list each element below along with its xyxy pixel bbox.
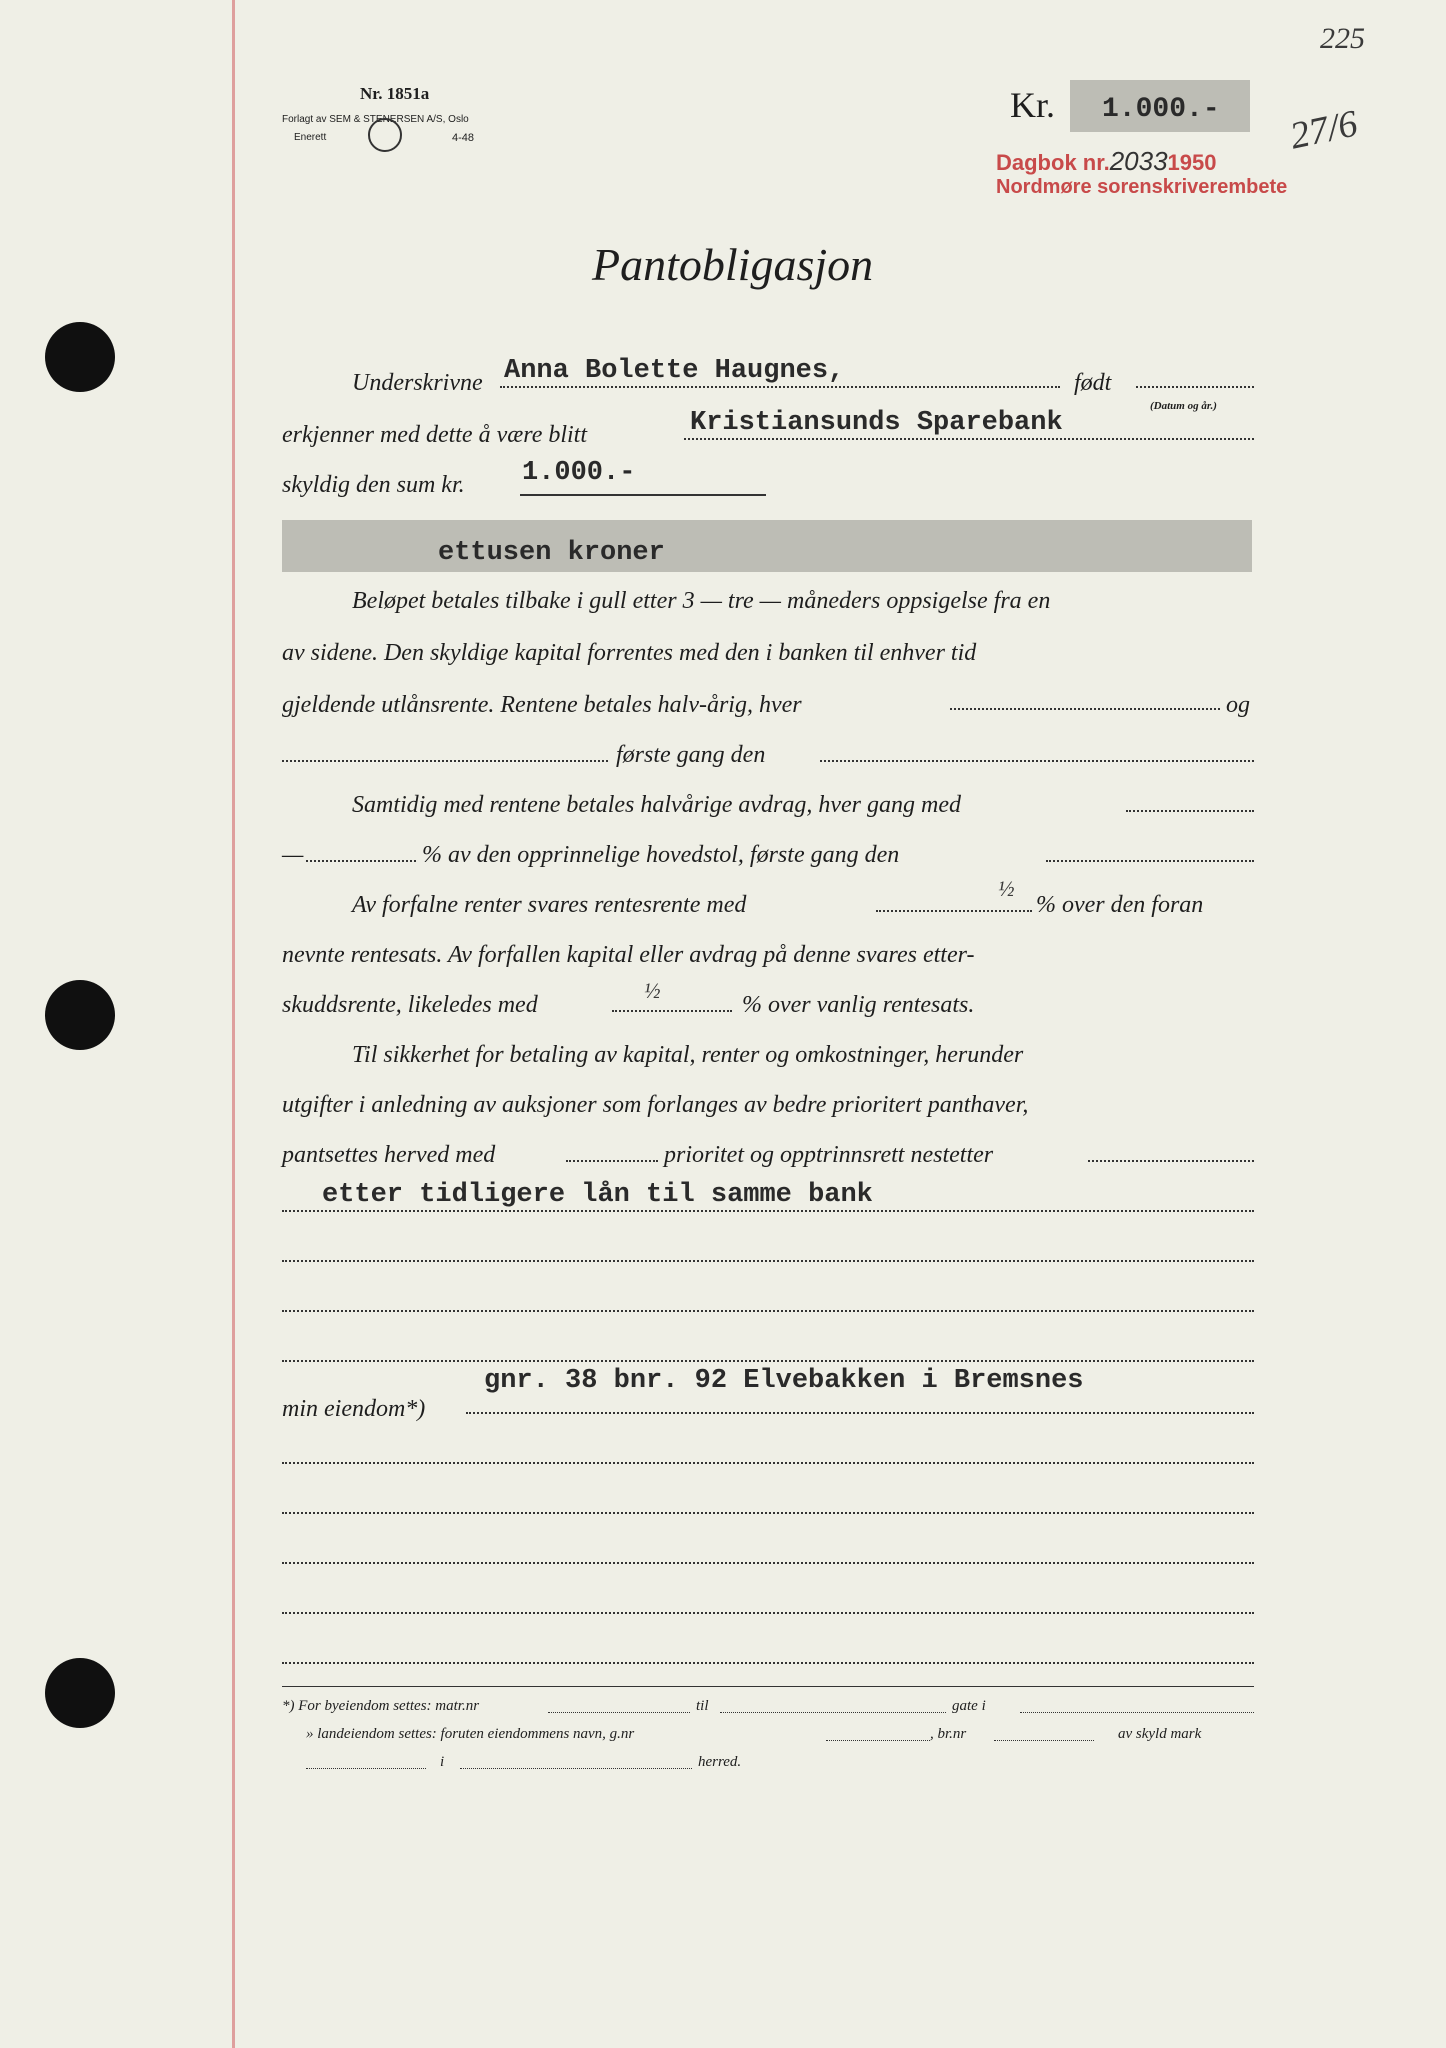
dotted-line [994, 1740, 1094, 1741]
text-line: Beløpet betales tilbake i gull etter 3 — tre — måneders oppsigelse fra en [352, 588, 1051, 614]
dotted-line [282, 1260, 1254, 1262]
sum-words-band [282, 520, 1252, 572]
dotted-line [500, 386, 1060, 388]
dotted-line [950, 708, 1220, 710]
undersigned-value: Anna Bolette Haugnes, [504, 356, 845, 386]
amount-label: Kr. [1010, 85, 1055, 125]
dotted-line [282, 1462, 1254, 1464]
stamp-line1 [996, 146, 1216, 177]
dotted-line [820, 760, 1254, 762]
text-line: og [1226, 692, 1250, 718]
dotted-line [826, 1740, 930, 1741]
publisher-logo-icon [368, 118, 402, 152]
dotted-line [282, 1512, 1254, 1514]
text-line: første gang den [616, 742, 766, 768]
solid-line [520, 494, 766, 496]
footnote-line: herred. [698, 1754, 742, 1770]
page-number: 225 [1320, 22, 1365, 55]
document-title: Pantobligasjon [592, 239, 874, 290]
default-rate-value: ½ [644, 978, 661, 1003]
dotted-line [1088, 1160, 1254, 1162]
born-note: (Datum og år.) [1150, 400, 1217, 412]
dotted-line [1136, 386, 1254, 388]
dotted-line [282, 1562, 1254, 1564]
dotted-line [282, 1662, 1254, 1664]
dotted-line [720, 1712, 946, 1713]
footnote-line: , br.nr [930, 1726, 967, 1742]
footnote-line: gate i [952, 1698, 986, 1714]
punch-hole [45, 322, 115, 392]
text-line: — [282, 842, 304, 868]
text-line: utgifter i anledning av auksjoner som forlanges av bedre prioritert panthaver, [282, 1092, 1029, 1118]
dotted-line [1020, 1712, 1254, 1713]
sum-value: 1.000.- [522, 458, 636, 488]
dotted-line [466, 1412, 1254, 1414]
publisher-rights: Enerett [294, 132, 327, 143]
publisher-date: 4-48 [452, 132, 475, 144]
dotted-line [1126, 810, 1254, 812]
dotted-line [306, 860, 416, 862]
dotted-line [876, 910, 1032, 912]
dotted-line [460, 1768, 692, 1769]
punch-hole [45, 980, 115, 1050]
text-line: Samtidig med rentene betales halvårige avdrag, hver gang med [352, 792, 961, 818]
dotted-line [684, 438, 1254, 440]
creditor-value: Kristiansunds Sparebank [690, 408, 1063, 438]
dotted-line [282, 760, 608, 762]
form-number: Nr. 1851a [360, 84, 430, 103]
creditor-label: erkjenner med dette å være blitt [282, 422, 588, 448]
publisher-line: Forlagt av SEM & STENERSEN A/S, Oslo [282, 114, 469, 125]
dotted-line [548, 1712, 690, 1713]
footnote-line: i [440, 1754, 445, 1770]
text-line: % over den foran [1036, 892, 1204, 918]
interest-rate-value: ½ [998, 876, 1015, 901]
text-line: nevnte rentesats. Av forfallen kapital eller avdrag på denne svares etter- [282, 942, 975, 968]
born-label: født [1074, 370, 1112, 396]
text-line: Av forfalne renter svares rentesrente med [352, 892, 747, 918]
footnote-line: til [696, 1698, 709, 1714]
stamp-year: 1950 [1167, 150, 1217, 175]
text-line: pantsettes herved med [282, 1142, 496, 1168]
text-line: prioritet og opptrinnsrett nestetter [664, 1142, 994, 1168]
dagbok-number: 2033 [1109, 146, 1168, 176]
footnote-line: » landeiendom settes: foruten eiendommens navn, g.nr [306, 1726, 635, 1742]
dotted-line [282, 1612, 1254, 1614]
text-line: gjeldende utlånsrente. Rentene betales halv-årig, hver [282, 692, 802, 718]
dotted-line [282, 1210, 1254, 1212]
text-line: av sidene. Den skyldige kapital forrentes med den i banken til enhver tid [282, 640, 977, 666]
amount-value: 1.000.- [1102, 94, 1220, 125]
priority-typed: etter tidligere lån til samme bank [322, 1180, 873, 1210]
margin-rule [232, 0, 235, 2048]
footnote-rule [282, 1686, 1254, 1687]
punch-hole [45, 1658, 115, 1728]
sum-label: skyldig den sum kr. [282, 472, 465, 498]
stamp-office: Nordmøre sorenskriverembete [996, 176, 1288, 198]
text-line: skuddsrente, likeledes med [282, 992, 538, 1018]
footnote-line: av skyld mark [1118, 1726, 1202, 1742]
dotted-line [1046, 860, 1254, 862]
hand-date: 27/6 [1286, 102, 1362, 158]
undersigned-label: Underskrivne [352, 370, 483, 396]
property-value: gnr. 38 bnr. 92 Elvebakken i Bremsnes [484, 1366, 1084, 1396]
sum-words: ettusen kroner [438, 538, 665, 568]
text-line: Til sikkerhet for betaling av kapital, renter og omkostninger, herunder [352, 1042, 1024, 1068]
footnote-line: *) For byeiendom settes: matr.nr [282, 1698, 480, 1714]
dotted-line [612, 1010, 732, 1012]
dotted-line [306, 1768, 426, 1769]
text-line: % av den opprinnelige hovedstol, første gang den [422, 842, 900, 868]
stamp-prefix: Dagbok nr. [996, 150, 1110, 175]
dotted-line [566, 1160, 658, 1162]
dotted-line [282, 1360, 1254, 1362]
dotted-line [282, 1310, 1254, 1312]
property-label: min eiendom*) [282, 1396, 426, 1422]
text-line: % over vanlig rentesats. [742, 992, 975, 1018]
